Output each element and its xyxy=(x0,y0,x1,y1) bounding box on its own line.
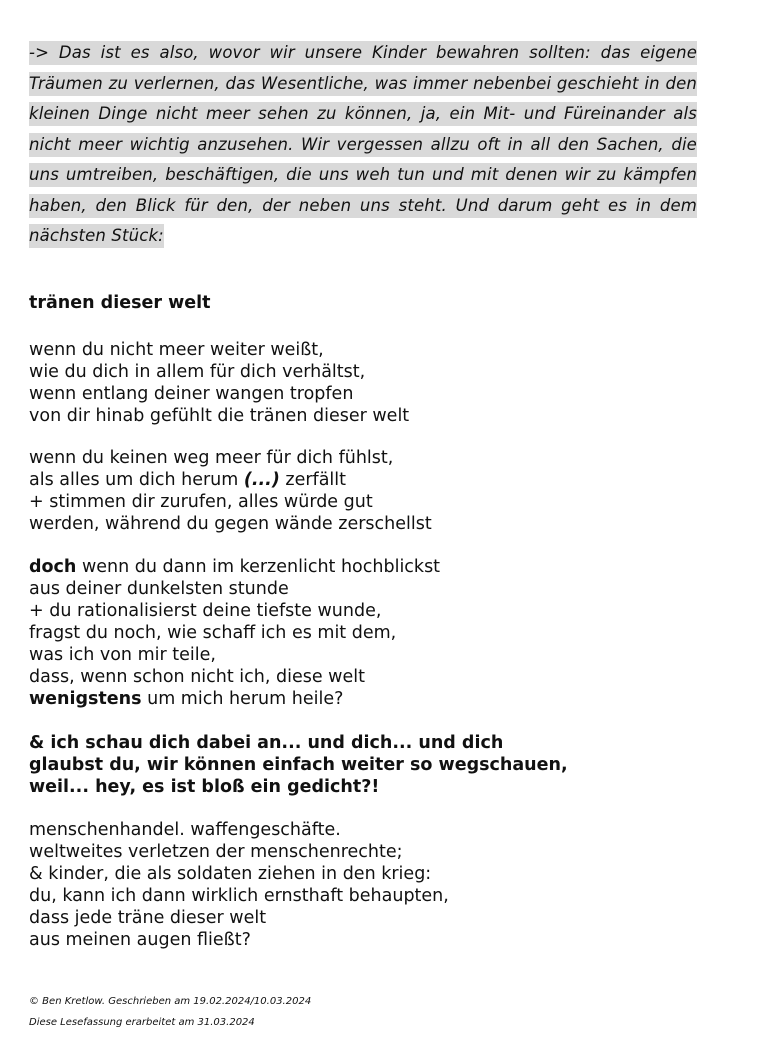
stanza-5-line: & kinder, die als soldaten ziehen in den krieg: xyxy=(29,864,432,884)
stanza-1-line: wie du dich in allem für dich verhältst, xyxy=(29,362,366,382)
stanza-1-line: von dir hinab gefühlt die tränen dieser welt xyxy=(29,406,410,426)
stanza-5-line: menschenhandel. waffengeschäfte. xyxy=(29,820,341,840)
stanza-1-line: wenn entlang deiner wangen tropfen xyxy=(29,384,354,404)
stanza-2 xyxy=(29,447,669,535)
stanza-2-line xyxy=(29,469,669,491)
stanza-3-line: + du rationalisierst deine tiefste wunde, xyxy=(29,601,382,621)
stanza-4-line: weil... hey, es ist bloß ein gedicht?! xyxy=(29,777,380,797)
stanza-3-line: aus deiner dunkelsten stunde xyxy=(29,579,289,599)
version-note: Diese Lesefassung erarbeitet am 31.03.2024 xyxy=(29,1017,255,1028)
stanza-2-line: wenn du keinen weg meer für dich fühlst, xyxy=(29,448,394,468)
emphasis-doch: doch xyxy=(29,557,77,577)
stanza-3-line xyxy=(29,688,669,710)
copyright-note: © Ben Kretlow. Geschrieben am 19.02.2024/10.03.2024 xyxy=(29,996,312,1007)
stanza-2-line: + stimmen dir zurufen, alles würde gut xyxy=(29,492,373,512)
emphasis-wenigstens: wenigstens xyxy=(29,689,142,709)
stanza-3-line-rest: um mich herum heile? xyxy=(141,689,344,709)
poem-title: tränen dieser welt xyxy=(29,293,211,313)
stanza-1 xyxy=(29,339,669,427)
stanza-3-line: fragst du noch, wie schaff ich es mit dem, xyxy=(29,623,397,643)
ellipsis-emphasis: (...) xyxy=(243,470,280,490)
stanza-2-line-end: zerfällt xyxy=(279,470,347,490)
intro-paragraph xyxy=(29,38,697,252)
stanza-4-bold xyxy=(29,732,669,798)
stanza-3-line-rest: wenn du dann im kerzenlicht hochblickst xyxy=(76,557,441,577)
stanza-5-line: aus meinen augen fließt? xyxy=(29,930,251,950)
stanza-3-line: dass, wenn schon nicht ich, diese welt xyxy=(29,667,365,687)
stanza-3-line xyxy=(29,556,669,578)
stanza-5 xyxy=(29,819,669,951)
stanza-3 xyxy=(29,556,669,710)
stanza-3-line: was ich von mir teile, xyxy=(29,645,216,665)
stanza-5-line: weltweites verletzen der menschenrechte; xyxy=(29,842,403,862)
stanza-1-line: wenn du nicht meer weiter weißt, xyxy=(29,340,324,360)
stanza-2-line: werden, während du gegen wände zerschellst xyxy=(29,514,432,534)
stanza-5-line: du, kann ich dann wirklich ernsthaft behaupten, xyxy=(29,886,449,906)
stanza-5-line: dass jede träne dieser welt xyxy=(29,908,267,928)
intro-highlighted-text: -> Das ist es also, wovor wir unsere Kinder bewahren sollten: das eigene Träumen zu verlernen, das Wesentliche, was immer nebenbei geschieht in den kleinen Dinge nicht meer sehen zu können, ja, ein Mit- und Füreinander als nicht meer wichtig anzusehen. Wir vergessen allzu oft in all den Sachen, die uns umtreiben, beschäftigen, die uns weh tun und mit denen wir zu kämpfen haben, den Blick für den, der neben uns steht. Und darum geht es in dem nächsten Stück: xyxy=(29,41,697,248)
stanza-4-line: glaubst du, wir können einfach weiter so wegschauen, xyxy=(29,755,568,775)
stanza-2-line-start: als alles um dich herum xyxy=(29,470,244,490)
stanza-4-line: & ich schau dich dabei an... und dich... und dich xyxy=(29,733,504,753)
